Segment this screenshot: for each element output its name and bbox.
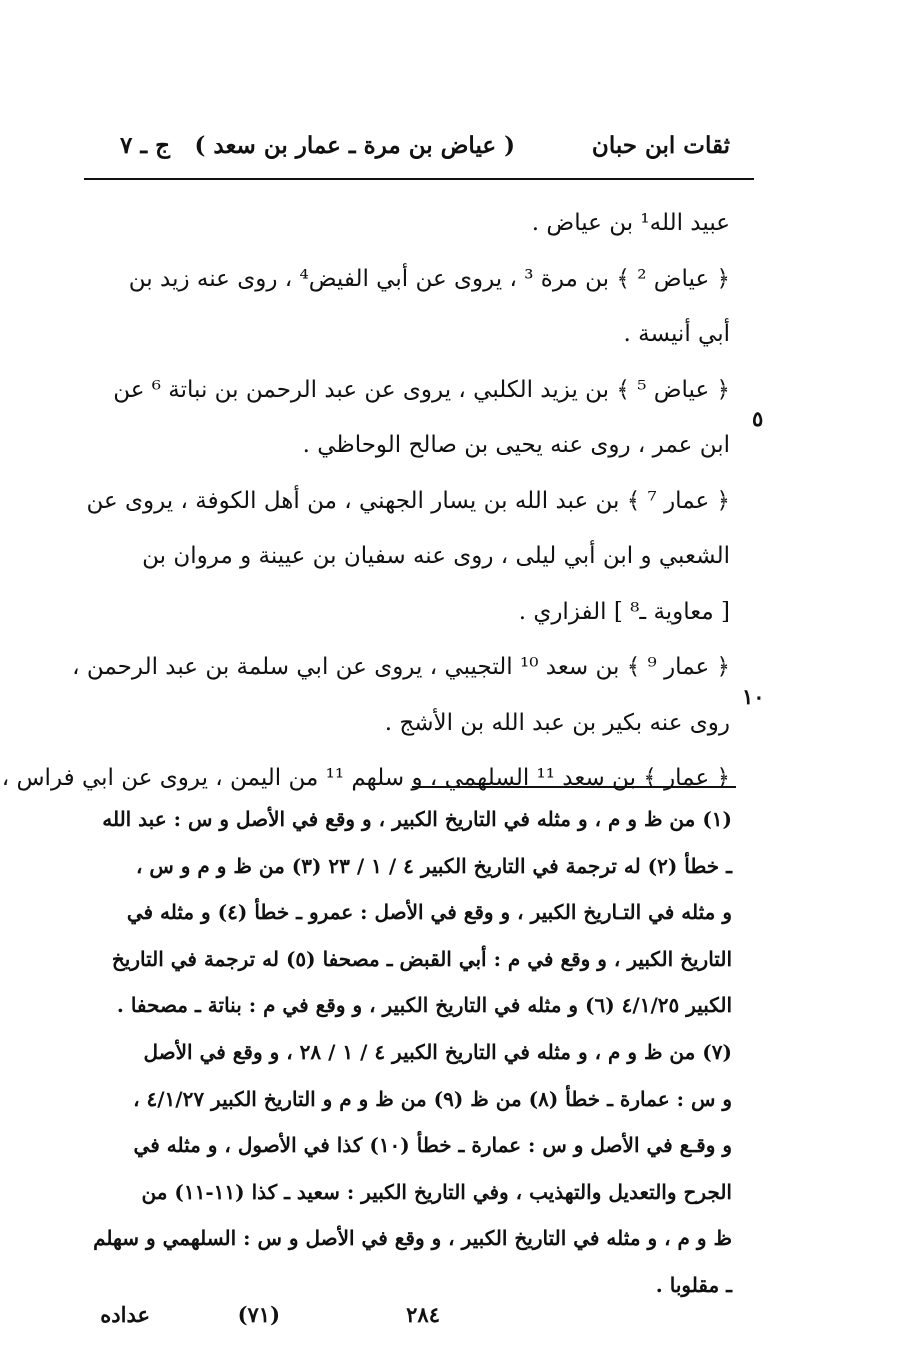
text-line: الشعبي و ابن أبي ليلى ، روى عنه سفيان بن عيينة و مروان بن [142, 543, 730, 569]
footnote-line: ـ خطأ (٢) له ترجمة في التاريخ الكبير ٤ / ١ / ٢٣ (٣) من ظ و م و س ، [136, 853, 732, 878]
footnote-line: و مثله في التـاريخ الكبير ، و وقع في الأصل : عمرو ـ خطأ (٤) و مثله في [126, 900, 732, 925]
text-line: روى عنه بكير بن عبد الله بن الأشج . [384, 709, 730, 736]
footnotes [80, 796, 732, 1309]
page-header [80, 128, 730, 172]
header-rule [84, 178, 754, 180]
footnote-line: ـ مقلوبا . [655, 1272, 732, 1297]
footnote-line: ظ و م ، و مثله في التاريخ الكبير ، و وقع في الأصل و س : السلهمي و سهلم [93, 1226, 732, 1251]
signature-mark: عداده [100, 1302, 150, 1327]
footnote-line: الجرح والتعديل والتهذيب ، وفي التاريخ الكبير : سعيد ـ كذا (١١-١١) من [141, 1179, 732, 1204]
text-line: ابن عمر ، روى عنه يحيى بن صالح الوحاظي . [302, 432, 730, 458]
text-line: ﴿ عمار ⁷ ﴾ بن عبد الله بن يسار الجهني ، من أهل الكوفة ، يروى عن [86, 487, 730, 514]
text-line: [ معاوية ـ⁸ ] الفزاري . [518, 598, 730, 625]
footnote-rule [412, 786, 736, 788]
running-book-title: ثقات ابن حبان [591, 132, 730, 159]
footnote-line: التاريخ الكبير ، و وقع في م : أبي القبض ـ مصحفا (٥) له ترجمة في التاريخ [111, 946, 732, 971]
running-section-names: ( عياض بن مرة ـ عمار بن سعد ) [194, 132, 515, 159]
line-number-5: ٥ [752, 406, 764, 431]
text-line: ﴿ عياض ⁵ ﴾ بن يزيد الكلبي ، يروى عن عبد الرحمن بن نباتة ⁶ عن [113, 376, 730, 403]
page-footer [80, 1302, 510, 1342]
text-line: ﴿ عياض ² ﴾ بن مرة ³ ، يروى عن أبي الفيض⁴ ، روى عنه زيد بن [128, 265, 730, 292]
footnote-line: (١) من ظ و م ، و مثله في التاريخ الكبير ، و وقع في الأصل و س : عبد الله [102, 807, 732, 831]
footnote-line: الكبير ٤/١/٢٥ (٦) و مثله في التاريخ الكبير ، و وقع في م : بناتة ـ مصحفا . [116, 993, 732, 1018]
text-line: ﴿ عمار ﴾ بن سعد ¹¹ السلهمي ، و سلهم ¹¹ من اليمن ، يروى عن ابي فراس ، [1, 765, 730, 791]
text-line: ﴿ عمار ⁹ ﴾ بن سعد ¹⁰ التجيبي ، يروى عن ابي سلمة بن عبد الرحمن ، [72, 654, 730, 680]
volume-label: ج ـ ٧ [120, 132, 170, 159]
signature-number: (٧١) [237, 1302, 280, 1327]
text-line: عبيد الله¹ بن عياض . [531, 210, 730, 236]
text-line: أبي أنيسة . [623, 321, 730, 347]
footnote-line: (٧) من ظ و م ، و مثله في التاريخ الكبير ٤ / ١ / ٢٨ ، و وقع في الأصل [143, 1039, 732, 1064]
footnote-line: و وقـع في الأصل و س : عمارة ـ خطأ (١٠) كذا في الأصول ، و مثله في [133, 1133, 732, 1158]
line-number-10: ١٠ [742, 684, 765, 709]
page-number: ٢٨٤ [406, 1302, 440, 1327]
footnote-line: و س : عمارة ـ خطأ (٨) من ظ (٩) من ظ و م و التاريخ الكبير ٤/١/٢٧ ، [133, 1086, 732, 1111]
main-text [1, 196, 730, 807]
